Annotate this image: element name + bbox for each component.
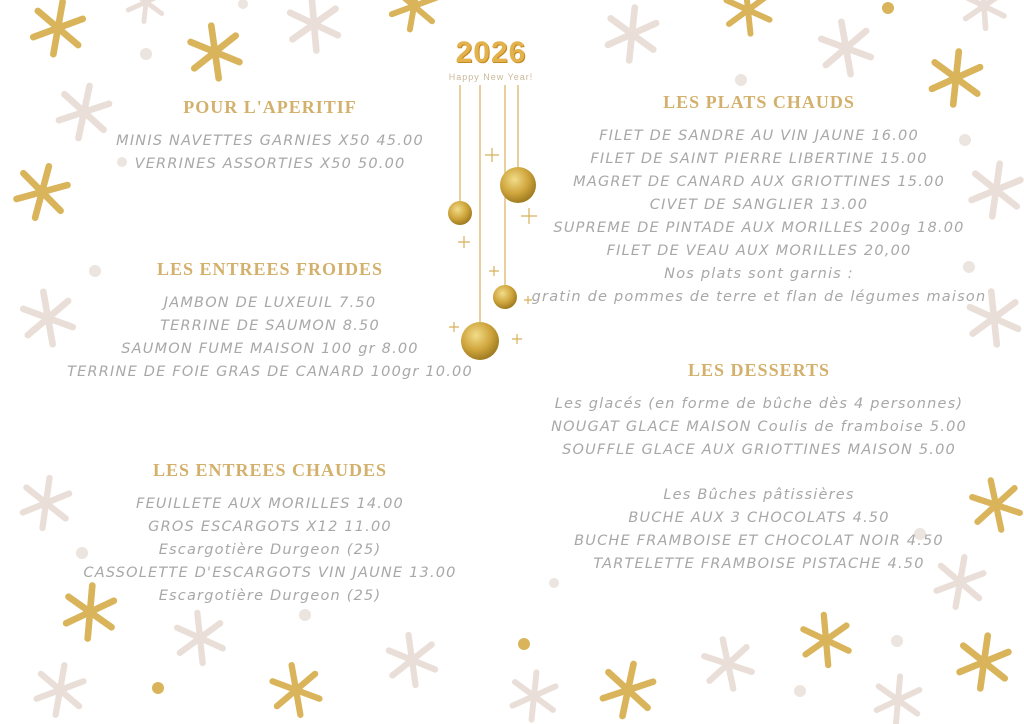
menu-note: gratin de pommes de terre et flan de légumes maison xyxy=(531,289,987,305)
gold-snowflake-icon xyxy=(390,0,438,33)
menu-item: JAMBON DE LUXEUIL 7.50 xyxy=(163,295,377,311)
year-title: 2026 xyxy=(455,36,527,69)
menu-note: Nos plats sont garnis : xyxy=(664,266,854,282)
menu-item: CASSOLETTE D'ESCARGOTS VIN JAUNE 13.00 xyxy=(83,565,457,581)
menu-item: NOUGAT GLACE MAISON Coulis de framboise 5.00 xyxy=(551,419,967,435)
beige-snowflake-icon xyxy=(876,675,921,724)
menu-note: Escargotière Durgeon (25) xyxy=(158,542,382,558)
gold-snowflake-icon xyxy=(189,22,242,81)
menu-item: SUPREME DE PINTADE AUX MORILLES 200g 18.00 xyxy=(553,220,965,236)
menu-item: MINIS NAVETTES GARNIES X50 45.00 xyxy=(116,133,424,149)
beige-snowflake-icon xyxy=(387,632,437,688)
beige-snowflake-icon xyxy=(289,0,339,52)
section-title-entrees-chaudes: LES ENTREES CHAUDES xyxy=(152,460,388,480)
beige-snowflake-icon xyxy=(819,18,873,78)
section-title-plats-chauds: LES PLATS CHAUDS xyxy=(663,92,855,112)
section-title-entrees-froides: LES ENTREES FROIDES xyxy=(156,259,384,279)
gold-snowflake-icon xyxy=(270,661,321,718)
beige-snowflake-icon xyxy=(963,0,1004,30)
beige-snowflake-icon xyxy=(176,611,224,666)
menu-subheading: Les glacés (en forme de bûche dès 4 personnes) xyxy=(554,396,964,412)
section-title-aperitif: POUR L'APERITIF xyxy=(183,97,357,117)
gold-snowflake-icon xyxy=(725,0,771,36)
section-desserts xyxy=(520,360,998,576)
menu-item: TERRINE DE SAUMON 8.50 xyxy=(160,318,380,334)
menu-item: VERRINES ASSORTIES X50 50.00 xyxy=(134,156,406,172)
gold-snowflake-icon xyxy=(31,0,85,58)
section-entrees-froides xyxy=(40,259,500,384)
beige-snowflake-icon xyxy=(127,0,165,23)
menu-item: MAGRET DE CANARD AUX GRIOTTINES 15.00 xyxy=(573,174,945,190)
section-aperitif xyxy=(70,97,470,176)
menu-item: SOUFFLE GLACE AUX GRIOTTINES MAISON 5.00 xyxy=(562,442,956,458)
ornament-ball-icon xyxy=(448,201,472,225)
menu-item: TARTELETTE FRAMBOISE PISTACHE 4.50 xyxy=(593,556,925,572)
menu-item: FILET DE VEAU AUX MORILLES 20,00 xyxy=(606,243,912,259)
section-plats-chauds xyxy=(520,92,998,309)
menu-item: SAUMON FUME MAISON 100 gr 8.00 xyxy=(121,341,419,357)
gold-snowflake-icon xyxy=(600,659,656,721)
menu-item: FEUILLETE AUX MORILLES 14.00 xyxy=(136,496,404,512)
new-year-badge xyxy=(432,32,550,92)
gold-snowflake-icon xyxy=(958,632,1011,691)
menu-subheading: Les Bûches pâtissières xyxy=(663,487,855,503)
new-year-greeting: Happy New Year! xyxy=(448,72,534,82)
beige-snowflake-icon xyxy=(607,5,658,63)
menu-item: TERRINE DE FOIE GRAS DE CANARD 100gr 10.00 xyxy=(67,364,473,380)
menu-item: FILET DE SANDRE AU VIN JAUNE 16.00 xyxy=(599,128,919,144)
section-entrees-chaudes xyxy=(40,460,500,608)
menu-item: BUCHE FRAMBOISE ET CHOCOLAT NOIR 4.50 xyxy=(574,533,944,549)
beige-snowflake-icon xyxy=(34,661,85,718)
spacer xyxy=(520,462,998,484)
beige-snowflake-icon xyxy=(702,635,755,693)
menu-note: Escargotière Durgeon (25) xyxy=(158,588,382,604)
menu-item: FILET DE SAINT PIERRE LIBERTINE 15.00 xyxy=(590,151,928,167)
gold-snowflake-icon xyxy=(13,160,71,223)
beige-snowflake-icon xyxy=(511,670,557,722)
section-title-desserts: LES DESSERTS xyxy=(688,360,830,380)
menu-item: BUCHE AUX 3 CHOCOLATS 4.50 xyxy=(628,510,890,526)
menu-item: CIVET DE SANGLIER 13.00 xyxy=(649,197,869,213)
menu-item: GROS ESCARGOTS X12 11.00 xyxy=(148,519,392,535)
gold-snowflake-icon xyxy=(802,613,849,667)
